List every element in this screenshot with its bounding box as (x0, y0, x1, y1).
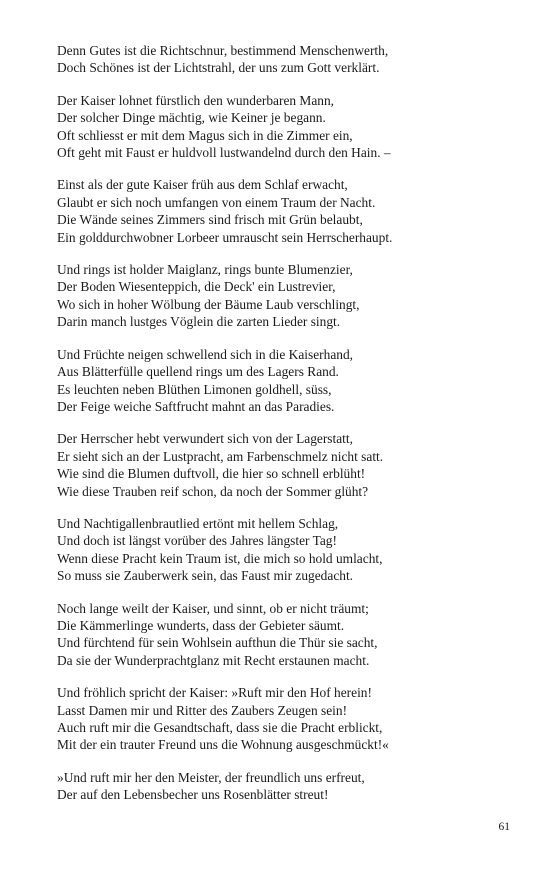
verse-line: Oft schliesst er mit dem Magus sich in die Zimmer ein, (57, 127, 353, 143)
verse-line: Und Nachtigallenbrautlied ertönt mit hellem Schlag, (57, 515, 339, 531)
verse-line: Einst als der gute Kaiser früh aus dem Schlaf erwacht, (57, 177, 348, 193)
verse-line: Und Früchte neigen schwellend sich in die Kaiserhand, (57, 346, 353, 362)
verse-line: Der Kaiser lohnet fürstlich den wunderbaren Mann, (57, 92, 335, 108)
stanza (57, 92, 527, 162)
verse-line: Denn Gutes ist die Richtschnur, bestimmend Menschenwerth, (57, 43, 389, 58)
verse-line: Aus Blätterfülle quellend rings um des Lagers Rand. (57, 364, 339, 380)
stanza (57, 684, 527, 754)
verse-line: Er sieht sich an der Lustpracht, am Farbenschmelz nicht satt. (57, 448, 384, 464)
stanza (57, 430, 527, 500)
verse-line: Die Wände seines Zimmers sind frisch mit Grün belaubt, (57, 212, 363, 228)
verse-line: Und doch ist längst vorüber des Jahres längster Tag! (57, 533, 337, 549)
verse-line: Und fröhlich spricht der Kaiser: »Ruft mir den Hof herein! (57, 685, 372, 701)
stanza (57, 176, 527, 246)
verse-line: Es leuchten neben Blüthen Limonen goldhell, süss, (57, 381, 332, 397)
verse-line: Darin manch lustges Vöglein die zarten Lieder singt. (57, 314, 341, 330)
verse-line: Der Herrscher hebt verwundert sich von der Lagerstatt, (57, 431, 353, 447)
verse-line: Wie diese Trauben reif schon, da noch der Sommer glüht? (57, 483, 369, 499)
stanza (57, 600, 527, 670)
verse-line: Wie sind die Blumen duftvoll, die hier so schnell erblüht! (57, 466, 366, 482)
verse-line: Die Kämmerlinge wunderts, dass der Gebieter säumt. (57, 617, 345, 633)
verse-line: Wenn diese Pracht kein Traum ist, die mich so hold umlacht, (57, 550, 383, 566)
verse-line: Der Boden Wiesenteppich, die Deck' ein Lustrevier, (57, 279, 336, 295)
verse-line: Und rings ist holder Maiglanz, rings bunte Blumenzier, (57, 262, 353, 278)
verse-line: »Und ruft mir her den Meister, der freundlich uns erfreut, (57, 769, 365, 785)
stanza (57, 261, 527, 331)
verse-line: Ein golddurchwobner Lorbeer umrauscht sein Herrscherhaupt. (57, 229, 393, 245)
verse-line: Doch Schönes ist der Lichtstrahl, der uns zum Gott verklärt. (57, 60, 380, 76)
poem-body (57, 42, 527, 819)
verse-line: Noch lange weilt der Kaiser, und sinnt, ob er nicht träumt; (57, 600, 369, 616)
verse-line: Da sie der Wunderprachtglanz mit Recht erstaunen macht. (57, 652, 370, 668)
verse-line: Wo sich in hoher Wölbung der Bäume Laub verschlingt, (57, 296, 360, 312)
verse-line: Und fürchtend für sein Wohlsein aufthun die Thür sie sacht, (57, 635, 378, 651)
stanza (57, 42, 527, 77)
stanza (57, 769, 527, 804)
stanza (57, 515, 527, 585)
verse-line: Der solcher Dinge mächtig, wie Keiner je begann. (57, 110, 326, 126)
stanza (57, 346, 527, 416)
verse-line: Oft geht mit Faust er huldvoll lustwandelnd durch den Hain. – (57, 145, 391, 161)
verse-line: Der Feige weiche Saftfrucht mahnt an das Paradies. (57, 398, 335, 414)
verse-line: Der auf den Lebensbecher uns Rosenblätter streut! (57, 787, 329, 803)
verse-line: Glaubt er sich noch umfangen von einem Traum der Nacht. (57, 194, 376, 210)
page-number: 61 (498, 821, 510, 833)
verse-line: Mit der ein trauter Freund uns die Wohnung ausgeschmückt!« (57, 737, 389, 753)
verse-line: So muss sie Zauberwerk sein, das Faust mir zugedacht. (57, 568, 354, 584)
verse-line: Auch ruft mir die Gesandtschaft, dass sie die Pracht erblickt, (57, 720, 383, 735)
verse-line: Lasst Damen mir und Ritter des Zaubers Zeugen sein! (57, 702, 348, 718)
